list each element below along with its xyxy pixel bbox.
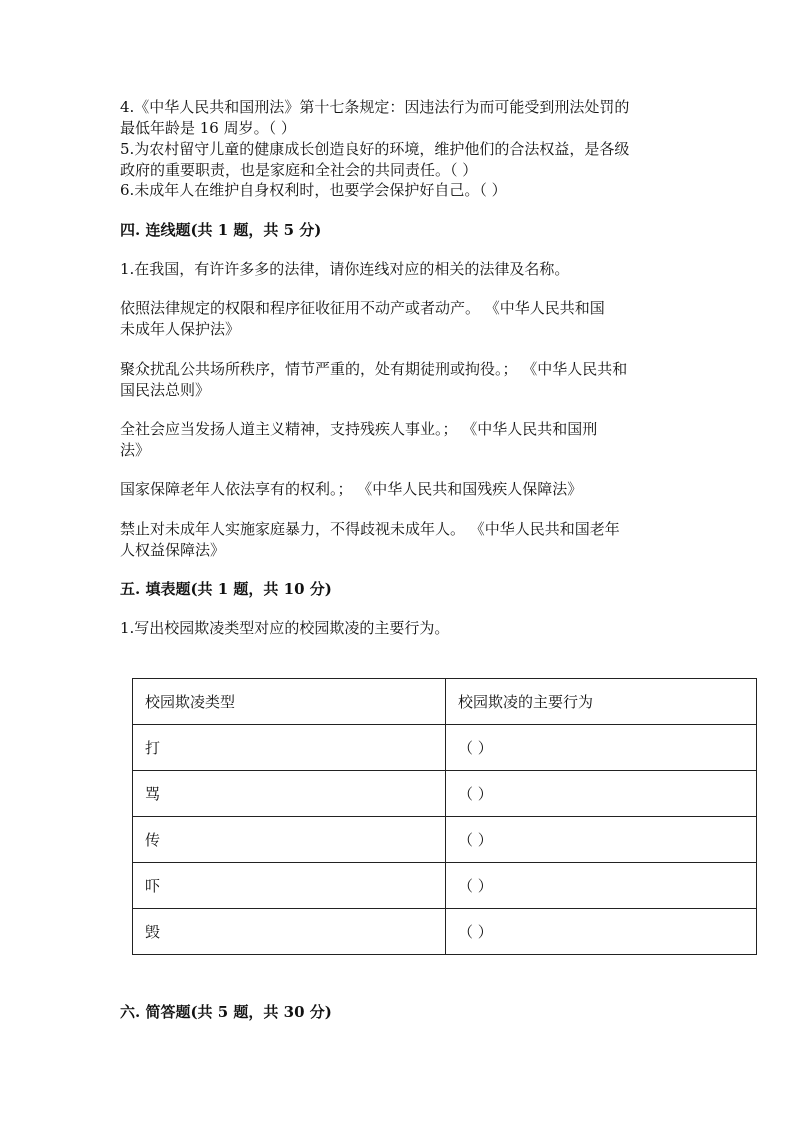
table-cell-answer-blank[interactable]: （ ）: [446, 863, 757, 909]
table-row: [133, 817, 757, 863]
table-cell-answer-blank[interactable]: （ ）: [446, 817, 757, 863]
judge-item-4-line1: 4.《中华人民共和国刑法》第十七条规定：因违法行为而可能受到刑法处罚的: [120, 98, 630, 116]
match-pair-5-line2: 人权益保障法》: [120, 541, 226, 559]
judge-item-5-line1: 5.为农村留守儿童的健康成长创造良好的环境，维护他们的合法权益，是各级: [120, 140, 630, 158]
match-pair-1-line1: 依照法律规定的权限和程序征收征用不动产或者动产。 《中华人民共和国: [120, 299, 605, 317]
match-pair-5-line1: 禁止对未成年人实施家庭暴力，不得歧视未成年人。 《中华人民共和国老年: [120, 520, 620, 538]
bullying-table: [132, 678, 757, 955]
match-pair-1-line2: 未成年人保护法》: [120, 320, 241, 338]
section-4-question: 1.在我国，有许许多多的法律，请你连线对应的相关的法律及名称。: [120, 260, 570, 278]
table-cell-answer-blank[interactable]: （ ）: [446, 725, 757, 771]
table-row: [133, 771, 757, 817]
match-pair-3-line1: 全社会应当发扬人道主义精神，支持残疾人事业。； 《中华人民共和国刑: [120, 420, 598, 438]
table-row: [133, 909, 757, 955]
section-4-title: 四. 连线题(共 1 题，共 5 分): [120, 221, 322, 239]
table-row: [133, 863, 757, 909]
table-cell-type: 传: [133, 817, 446, 863]
table-cell-type: 骂: [133, 771, 446, 817]
judge-item-4-line2: 最低年龄是 16 周岁。（ ）: [120, 119, 296, 137]
table-header-row: [133, 679, 757, 725]
table-cell-answer-blank[interactable]: （ ）: [446, 771, 757, 817]
table-header-type: 校园欺凌类型: [133, 679, 446, 725]
match-pair-3-line2: 法》: [120, 441, 151, 459]
match-pair-2-line1: 聚众扰乱公共场所秩序，情节严重的，处有期徒刑或拘役。； 《中华人民共和: [120, 360, 628, 378]
judge-item-6-line1: 6.未成年人在维护自身权利时，也要学会保护好自己。（ ）: [120, 181, 507, 199]
table-cell-type: 吓: [133, 863, 446, 909]
table-cell-type: 打: [133, 725, 446, 771]
table-header-behavior: 校园欺凌的主要行为: [446, 679, 757, 725]
match-pair-2-line2: 国民法总则》: [120, 381, 211, 399]
table-cell-answer-blank[interactable]: （ ）: [446, 909, 757, 955]
section-5-question: 1.写出校园欺凌类型对应的校园欺凌的主要行为。: [120, 619, 450, 637]
match-pair-4-line1: 国家保障老年人依法享有的权利。； 《中华人民共和国残疾人保障法》: [120, 480, 583, 498]
table-cell-type: 毁: [133, 909, 446, 955]
section-5-title: 五. 填表题(共 1 题，共 10 分): [120, 580, 332, 598]
judge-item-5-line2: 政府的重要职责，也是家庭和全社会的共同责任。（ ）: [120, 161, 478, 179]
section-6-title: 六. 简答题(共 5 题，共 30 分): [120, 1003, 332, 1021]
table-row: [133, 725, 757, 771]
